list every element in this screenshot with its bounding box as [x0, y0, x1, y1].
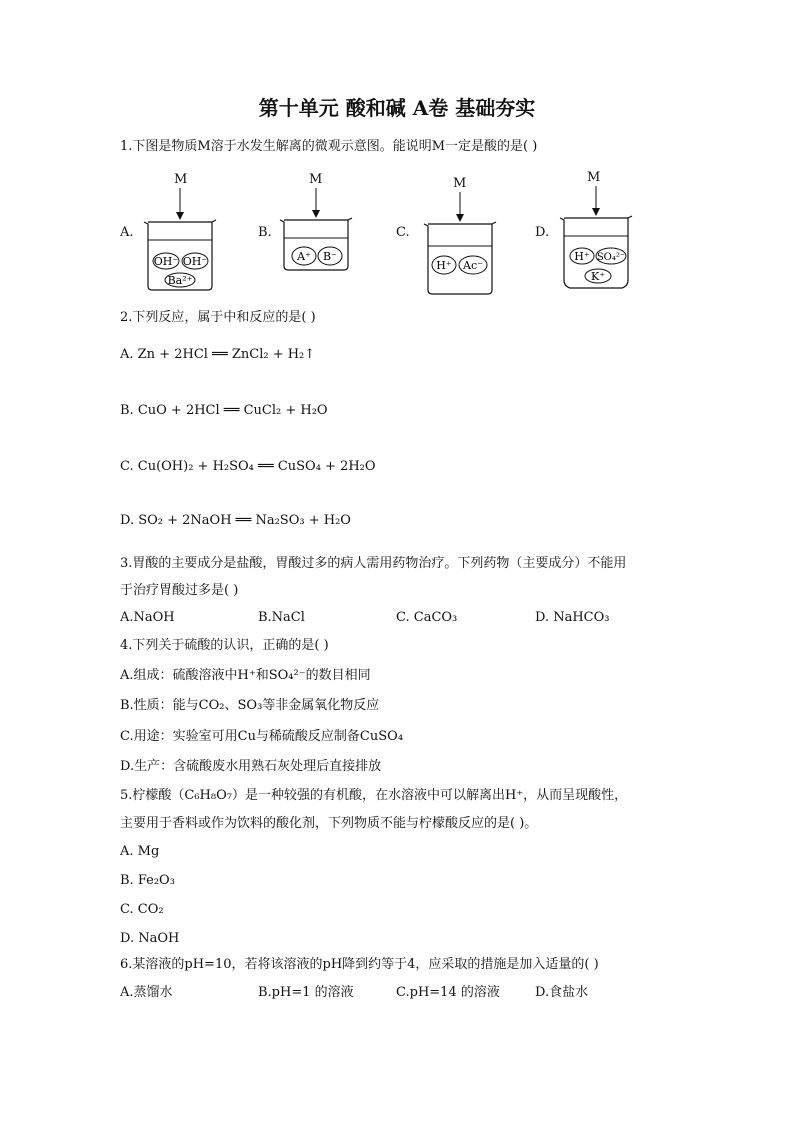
q1-b-ion-1: A⁺: [297, 250, 311, 263]
q1-d-ion-1: H⁺: [574, 250, 590, 263]
q1-b-ion-2: B⁻: [323, 250, 337, 263]
q2-option-b: B. CuO + 2HCl ══ CuCl₂ + H₂O: [120, 403, 328, 418]
q1-a-ion-1: OH⁻: [153, 255, 179, 268]
q1-option-b-letter: B.: [258, 225, 272, 240]
q3-stem-line1: 3.胃酸的主要成分是盐酸，胃酸过多的病人需用药物治疗。下列药物（主要成分）不能用: [120, 556, 627, 571]
q2-option-a: A. Zn + 2HCl ══ ZnCl₂ + H₂↑: [120, 347, 316, 362]
q1-option-d-letter: D.: [535, 225, 550, 240]
q6-option-c: C.pH=14 的溶液: [396, 985, 500, 1000]
q1-a-ion-2: OH⁻: [182, 255, 208, 268]
q1-stem: 1.下图是物质M溶于水发生解离的微观示意图。能说明M一定是酸的是( ): [120, 139, 538, 154]
q1-a-ion-3: Ba²⁺: [167, 274, 193, 287]
q3-option-b: B.NaCl: [258, 610, 305, 625]
q5-option-b: B. Fe₂O₃: [120, 873, 175, 888]
q4-option-b: B.性质：能与CO₂、SO₃等非金属氧化物反应: [120, 698, 380, 713]
q5-stem-line1: 5.柠檬酸（C₆H₈O₇）是一种较强的有机酸，在水溶液中可以解离出H⁺，从而呈现酸性，: [120, 788, 628, 803]
q1-beaker-c: [420, 190, 500, 300]
q3-stem-line2: 于治疗胃酸过多是( ): [120, 583, 239, 598]
q5-option-a: A. Mg: [120, 844, 160, 859]
q1-d-substance: M: [587, 170, 601, 185]
q1-d-ion-3: K⁺: [590, 270, 606, 283]
q3-option-d: D. NaHCO₃: [535, 610, 610, 625]
q4-option-c: C.用途：实验室可用Cu与稀硫酸反应制备CuSO₄: [120, 729, 404, 744]
q1-option-c-letter: C.: [396, 225, 410, 240]
q1-beaker-a: [140, 186, 220, 296]
q1-c-ion-1: H⁺: [436, 259, 452, 272]
q6-option-a: A.蒸馏水: [120, 985, 173, 1000]
q5-option-d: D. NaOH: [120, 931, 180, 946]
q1-c-ion-2: Ac⁻: [463, 259, 483, 272]
q6-option-b: B.pH=1 的溶液: [258, 985, 354, 1000]
page-title: 第十单元 酸和碱 A卷 基础夯实: [258, 96, 536, 120]
q2-stem: 2.下列反应，属于中和反应的是( ): [120, 310, 316, 325]
q1-d-ion-2: SO₄²⁻: [596, 252, 626, 263]
q5-stem-line2: 主要用于香料或作为饮料的酸化剂，下列物质不能与柠檬酸反应的是( )。: [120, 816, 538, 831]
q6-option-d: D.食盐水: [535, 985, 589, 1000]
q2-option-c: C. Cu(OH)₂ + H₂SO₄ ══ CuSO₄ + 2H₂O: [120, 459, 376, 474]
q1-beaker-d: [556, 184, 636, 294]
q4-option-a: A.组成：硫酸溶液中H⁺和SO₄²⁻的数目相同: [120, 668, 371, 683]
q1-option-a-letter: A.: [120, 225, 134, 240]
q4-option-d: D.生产：含硫酸废水用熟石灰处理后直接排放: [120, 759, 382, 774]
q3-option-a: A.NaOH: [120, 610, 175, 625]
q1-b-substance: M: [309, 172, 323, 187]
q6-stem: 6.某溶液的pH=10，若将该溶液的pH降到约等于4，应采取的措施是加入适量的( ): [120, 957, 599, 972]
q3-option-c: C. CaCO₃: [396, 610, 458, 625]
q5-option-c: C. CO₂: [120, 902, 164, 917]
q1-beaker-b: [276, 186, 356, 276]
q1-a-substance: M: [174, 172, 188, 187]
q1-c-substance: M: [453, 176, 467, 191]
q2-option-d: D. SO₂ + 2NaOH ══ Na₂SO₃ + H₂O: [120, 513, 351, 528]
q4-stem: 4.下列关于硫酸的认识，正确的是( ): [120, 638, 329, 653]
